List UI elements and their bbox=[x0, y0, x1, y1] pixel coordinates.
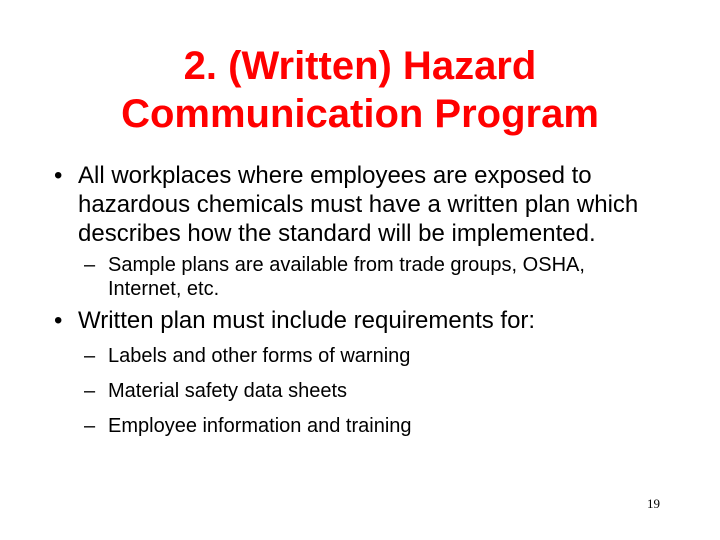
dash-icon: – bbox=[84, 254, 96, 276]
bullet-item bbox=[54, 306, 658, 335]
dash-icon: – bbox=[84, 345, 96, 367]
sub-bullet-item bbox=[84, 344, 628, 368]
bullet-text: Written plan must include requirements for: bbox=[78, 307, 536, 334]
slide-body bbox=[0, 161, 720, 438]
slide-title bbox=[60, 42, 660, 138]
dash-icon: – bbox=[84, 380, 96, 402]
sub-bullet-text: Material safety data sheets bbox=[108, 380, 348, 402]
slide-title-line-1: 2. (Written) Hazard bbox=[183, 44, 537, 88]
bullet-item bbox=[54, 161, 658, 248]
bullet-icon: • bbox=[54, 162, 63, 189]
sub-bullet-text: Employee information and training bbox=[108, 415, 412, 437]
sub-bullet-item bbox=[84, 253, 628, 301]
sub-bullet-item bbox=[84, 379, 628, 403]
bullet-text: All workplaces where employees are exposed to hazardous chemicals must have a written plan which describes how the standard will be implemented. bbox=[78, 162, 639, 247]
page-number: 19 bbox=[647, 496, 660, 511]
sub-bullet-item bbox=[84, 414, 628, 438]
dash-icon: – bbox=[84, 415, 96, 437]
slide-title-line-2: Communication Program bbox=[121, 92, 599, 136]
bullet-icon: • bbox=[54, 307, 63, 334]
sub-bullet-text: Sample plans are available from trade groups, OSHA, Internet, etc. bbox=[108, 254, 585, 300]
sub-bullet-text: Labels and other forms of warning bbox=[108, 345, 411, 367]
